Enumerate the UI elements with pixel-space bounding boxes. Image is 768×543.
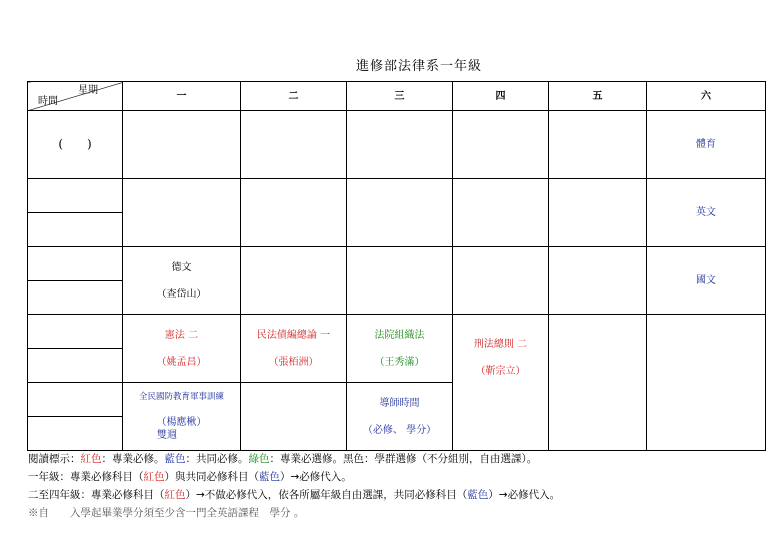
course-mon-ethics-cell (123, 247, 241, 315)
note1-blue: 藍色 (259, 471, 280, 483)
day-header-sat: 六 (647, 82, 766, 111)
cell-tue-4 (241, 247, 347, 315)
note2-blue: 藍色 (467, 489, 489, 501)
period-row-6 (28, 315, 766, 349)
time-cell-2 (28, 179, 123, 213)
note-first-year (28, 468, 560, 486)
course-mon-defense-teacher: （楊應楸） (156, 417, 207, 428)
course-thu-criminal: 刑法總則 二 (473, 339, 528, 350)
period-row-2 (28, 179, 766, 213)
legend-line (28, 450, 560, 468)
course-wed-tutor: 導師時間 (379, 397, 420, 409)
corner-time-label: 時間 (38, 96, 58, 107)
course-tue-civil: 民法債編總論 一 (256, 329, 331, 341)
cell-wed-4 (347, 247, 453, 315)
note2-a: 二至四年級：專業必修科目（ (28, 489, 165, 501)
day-header-mon: 一 (123, 82, 241, 111)
cell-wed-1 (347, 111, 453, 179)
cell-tue-1 (241, 111, 347, 179)
note1-a: 一年級：專業必修科目（ (28, 471, 144, 483)
day-header-wed: 三 (347, 82, 453, 111)
course-mon-defense-cell (123, 383, 241, 451)
day-header-thu: 四 (453, 82, 549, 111)
cell-thu-4 (453, 247, 549, 315)
period-row-4 (28, 247, 766, 281)
note2-b: ）→不做必修代入，依各所屬年級自由選課，共同必修科目（ (185, 489, 468, 501)
cell-fri-1 (549, 111, 647, 179)
time-cell-7 (28, 349, 123, 383)
legend-prefix: 閱讀標示： (28, 453, 81, 465)
time-cell-5 (28, 281, 123, 315)
note1-c: ）→必修代入。 (280, 471, 352, 483)
course-mon-constitution-teacher: （姚孟昌） (156, 356, 207, 368)
cell-fri-6 (549, 315, 647, 451)
cell-thu-1 (453, 111, 549, 179)
corner-weekday-label: 星期 (78, 85, 98, 96)
time-cell-6 (28, 315, 123, 349)
note2-c: ）→必修代入。 (488, 489, 561, 501)
time-cell-8 (28, 383, 123, 417)
day-header-tue: 二 (241, 82, 347, 111)
notes-section (28, 450, 560, 522)
cell-fri-2 (549, 179, 647, 247)
course-mon-constitution: 憲法 二 (164, 329, 199, 341)
course-mon-defense: 全民國防教育軍事訓練 (138, 392, 224, 402)
cell-tue-8 (241, 383, 347, 451)
course-tue-civil-teacher: （張栢洲） (268, 356, 319, 368)
course-thu-criminal-teacher: （靳宗立） (475, 366, 526, 377)
course-wed-court-teacher: （王秀滿） (374, 356, 425, 368)
course-wed-tutor-note: （必修、 學分） (362, 424, 437, 436)
time-cell-4 (28, 247, 123, 281)
course-wed-court-cell (347, 315, 453, 383)
course-sat-pe: 體育 (647, 111, 766, 179)
cell-mon-1 (123, 111, 241, 179)
note-upper-years (28, 486, 560, 504)
course-mon-ethics: 德文 (171, 261, 192, 273)
course-wed-court: 法院組織法 (374, 329, 425, 341)
note1-b: ）與共同必修科目（ (164, 471, 259, 483)
note1-red: 紅色 (143, 471, 165, 483)
timetable (27, 81, 766, 451)
legend-blue: 藍色 (164, 453, 186, 465)
course-thu-criminal-cell (453, 315, 549, 451)
legend-blue-desc: ：共同必修。 (185, 453, 249, 465)
day-header-fri: 五 (549, 82, 647, 111)
cell-fri-4 (549, 247, 647, 315)
header-row (28, 82, 766, 111)
note2-red: 紅色 (164, 489, 186, 501)
legend-red-desc: ：專業必修。 (101, 453, 165, 465)
cell-sat-6 (647, 315, 766, 451)
course-sat-chinese: 國文 (647, 247, 766, 315)
page-title: 進修部法律系一年級 (355, 59, 482, 74)
course-mon-defense-note: 雙週 (157, 430, 177, 441)
legend-red: 紅色 (80, 453, 102, 465)
course-tue-civil-cell (241, 315, 347, 383)
course-mon-constitution-cell (123, 315, 241, 383)
legend-green: 綠色 (248, 453, 270, 465)
cell-tue-2 (241, 179, 347, 247)
cell-thu-2 (453, 179, 549, 247)
course-sat-english: 英文 (647, 179, 766, 247)
cell-mon-2 (123, 179, 241, 247)
legend-green-desc: ：專業必選修。黑色：學群選修（不分組別，自由選課）。 (269, 453, 538, 465)
period-label: ( ) (28, 111, 123, 179)
time-cell-9 (28, 417, 123, 451)
period-row-1 (28, 111, 766, 179)
note-english-requirement: ※自 入學起畢業學分須至少含一門全英語課程 學分 。 (28, 507, 305, 519)
course-wed-tutor-cell (347, 383, 453, 451)
cell-wed-2 (347, 179, 453, 247)
corner-cell (28, 82, 123, 111)
course-mon-ethics-teacher: （查岱山） (156, 288, 207, 300)
time-cell-3 (28, 213, 123, 247)
